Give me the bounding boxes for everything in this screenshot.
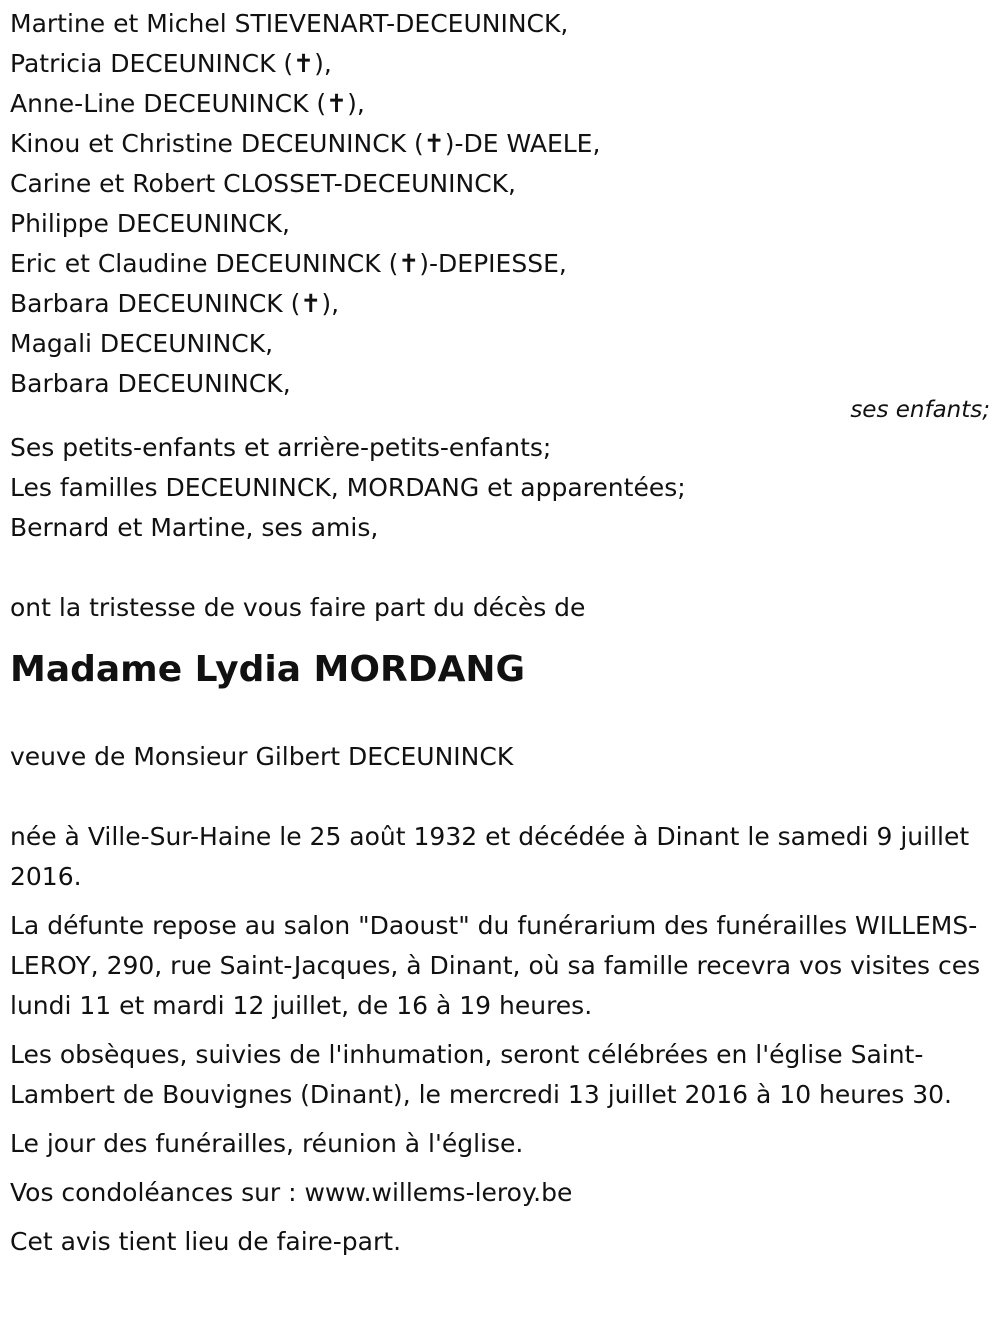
child-line: Carine et Robert CLOSSET-DECEUNINCK, — [10, 169, 516, 198]
child-line: Martine et Michel STIEVENART-DECEUNINCK, — [10, 9, 569, 38]
meeting-paragraph: Le jour des funérailles, réunion à l'église. — [10, 1129, 524, 1158]
child-line: Kinou et Christine DECEUNINCK (✝)-DE WAELE, — [10, 129, 601, 158]
condolences-paragraph: Vos condoléances sur : www.willems-leroy.be — [10, 1178, 573, 1207]
child-line: Barbara DECEUNINCK, — [10, 369, 291, 398]
children-role-label: ses enfants; — [850, 397, 990, 423]
child-line: Barbara DECEUNINCK (✝), — [10, 289, 340, 318]
announcement-text: ont la tristesse de vous faire part du décès de — [10, 593, 586, 622]
notice-paragraph: Cet avis tient lieu de faire-part. — [10, 1227, 402, 1256]
widow-of-text: veuve de Monsieur Gilbert DECEUNINCK — [10, 742, 514, 771]
children-list — [10, 0, 990, 404]
child-line: Philippe DECEUNINCK, — [10, 209, 290, 238]
child-line: Eric et Claudine DECEUNINCK (✝)-DEPIESSE, — [10, 249, 567, 278]
relative-line: Bernard et Martine, ses amis, — [10, 513, 379, 542]
relatives-list — [10, 428, 990, 548]
child-line: Patricia DECEUNINCK (✝), — [10, 49, 332, 78]
child-line: Magali DECEUNINCK, — [10, 329, 274, 358]
viewing-paragraph: La défunte repose au salon "Daoust" du funérarium des funérailles WILLEMS-LEROY, 290, rue Saint-Jacques, à Dinant, où sa famille recevra vos visites ces lundi 11 et mardi 12 juillet, de 16 à 19 heures. — [10, 911, 981, 1020]
deceased-name: Madame Lydia MORDANG — [10, 649, 526, 690]
funeral-paragraph: Les obsèques, suivies de l'inhumation, seront célébrées en l'église Saint-Lambert de Bouvignes (Dinant), le mercredi 13 juillet 2016 à 10 heures 30. — [10, 1040, 952, 1109]
child-line: Anne-Line DECEUNINCK (✝), — [10, 89, 365, 118]
relative-line: Les familles DECEUNINCK, MORDANG et apparentées; — [10, 473, 686, 502]
relative-line: Ses petits-enfants et arrière-petits-enfants; — [10, 433, 552, 462]
birth-death-paragraph: née à Ville-Sur-Haine le 25 août 1932 et décédée à Dinant le samedi 9 juillet 2016. — [10, 822, 970, 891]
